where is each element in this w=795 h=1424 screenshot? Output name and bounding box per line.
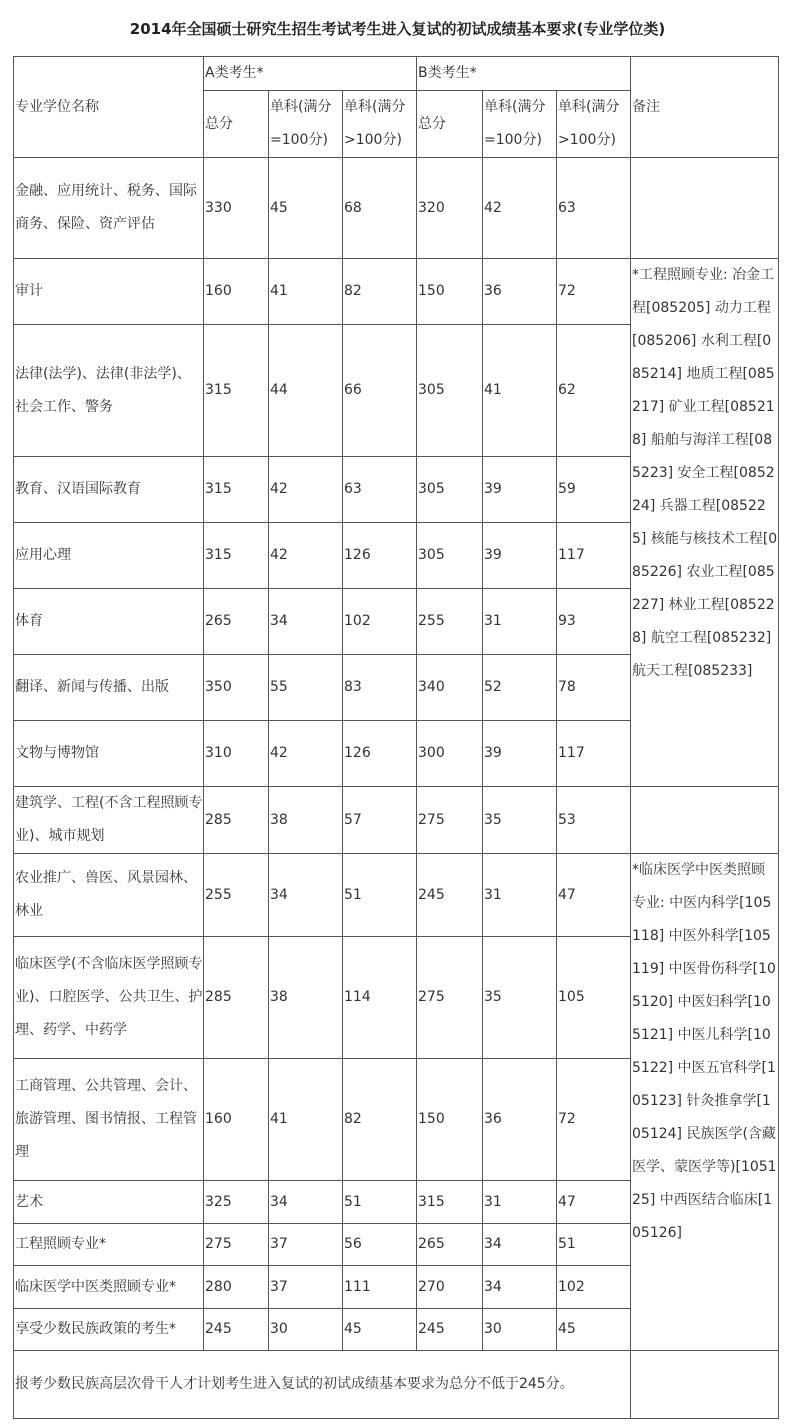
b-single-over100: 62 bbox=[557, 325, 631, 457]
b-total: 300 bbox=[417, 721, 483, 787]
a-single100: 42 bbox=[269, 721, 343, 787]
major-name: 建筑学、工程(不含工程照顾专业)、城市规划 bbox=[14, 787, 204, 854]
b-single100: 34 bbox=[483, 1224, 557, 1266]
b-single100: 42 bbox=[483, 158, 557, 259]
b-single-over100: 45 bbox=[557, 1309, 631, 1351]
a-total: 265 bbox=[204, 589, 269, 655]
b-single100: 41 bbox=[483, 325, 557, 457]
a-total: 325 bbox=[204, 1181, 269, 1224]
major-name: 享受少数民族政策的考生* bbox=[14, 1309, 204, 1351]
a-single-over100: 82 bbox=[343, 1059, 417, 1181]
a-total: 315 bbox=[204, 325, 269, 457]
a-single100: 37 bbox=[269, 1266, 343, 1309]
header-a-total: 总分 bbox=[204, 91, 269, 158]
major-name: 教育、汉语国际教育 bbox=[14, 457, 204, 523]
footer-row bbox=[14, 1351, 779, 1419]
a-total: 280 bbox=[204, 1266, 269, 1309]
a-total: 330 bbox=[204, 158, 269, 259]
b-single100: 30 bbox=[483, 1309, 557, 1351]
major-name: 审计 bbox=[14, 259, 204, 325]
b-single-over100: 53 bbox=[557, 787, 631, 854]
b-total: 245 bbox=[417, 854, 483, 937]
b-single100: 31 bbox=[483, 589, 557, 655]
a-single-over100: 126 bbox=[343, 523, 417, 589]
note-engineering: *工程照顾专业: 冶金工程[085205] 动力工程[085206] 水利工程[085214] 地质工程[085217] 矿业工程[085218] 船舶与海洋工程[085223] 安全工程[085224] 兵器工程[085225] 核能与核技术工程[085226] 农业工程[085227] 林业工程[085228] 航空工程[085232] 航天工程[085233] bbox=[631, 259, 779, 787]
major-name: 工程照顾专业* bbox=[14, 1224, 204, 1266]
major-name: 临床医学中医类照顾专业* bbox=[14, 1266, 204, 1309]
b-single100: 39 bbox=[483, 523, 557, 589]
a-single-over100: 111 bbox=[343, 1266, 417, 1309]
header-group-b: B类考生* bbox=[417, 57, 631, 91]
a-single100: 38 bbox=[269, 787, 343, 854]
a-single-over100: 56 bbox=[343, 1224, 417, 1266]
b-single-over100: 105 bbox=[557, 937, 631, 1059]
footer-note: 报考少数民族高层次骨干人才计划考生进入复试的初试成绩基本要求为总分不低于245分。 bbox=[14, 1351, 631, 1419]
b-single-over100: 47 bbox=[557, 1181, 631, 1224]
major-name: 工商管理、公共管理、会计、旅游管理、图书情报、工程管理 bbox=[14, 1059, 204, 1181]
score-table bbox=[13, 56, 779, 1419]
major-name: 艺术 bbox=[14, 1181, 204, 1224]
page-title: 2014年全国硕士研究生招生考试考生进入复试的初试成绩基本要求(专业学位类) bbox=[129, 20, 666, 38]
b-single100: 36 bbox=[483, 1059, 557, 1181]
major-name: 翻译、新闻与传播、出版 bbox=[14, 655, 204, 721]
b-single100: 39 bbox=[483, 457, 557, 523]
a-total: 350 bbox=[204, 655, 269, 721]
a-single100: 42 bbox=[269, 523, 343, 589]
b-single-over100: 72 bbox=[557, 259, 631, 325]
a-total: 285 bbox=[204, 937, 269, 1059]
a-single100: 30 bbox=[269, 1309, 343, 1351]
a-single-over100: 66 bbox=[343, 325, 417, 457]
a-single-over100: 45 bbox=[343, 1309, 417, 1351]
b-single-over100: 72 bbox=[557, 1059, 631, 1181]
b-single-over100: 93 bbox=[557, 589, 631, 655]
b-single-over100: 63 bbox=[557, 158, 631, 259]
header-b-single-over100: 单科(满分>100分) bbox=[557, 91, 631, 158]
major-name: 金融、应用统计、税务、国际商务、保险、资产评估 bbox=[14, 158, 204, 259]
b-total: 265 bbox=[417, 1224, 483, 1266]
b-total: 315 bbox=[417, 1181, 483, 1224]
a-single-over100: 82 bbox=[343, 259, 417, 325]
b-total: 275 bbox=[417, 937, 483, 1059]
b-total: 305 bbox=[417, 325, 483, 457]
a-single100: 41 bbox=[269, 1059, 343, 1181]
b-single-over100: 47 bbox=[557, 854, 631, 937]
b-total: 270 bbox=[417, 1266, 483, 1309]
a-single-over100: 126 bbox=[343, 721, 417, 787]
a-single100: 38 bbox=[269, 937, 343, 1059]
header-b-single100: 单科(满分=100分) bbox=[483, 91, 557, 158]
a-total: 315 bbox=[204, 457, 269, 523]
b-total: 245 bbox=[417, 1309, 483, 1351]
b-total: 320 bbox=[417, 158, 483, 259]
a-single-over100: 114 bbox=[343, 937, 417, 1059]
b-total: 150 bbox=[417, 259, 483, 325]
major-name: 农业推广、兽医、风景园林、林业 bbox=[14, 854, 204, 937]
major-name: 法律(法学)、法律(非法学)、社会工作、警务 bbox=[14, 325, 204, 457]
a-single100: 37 bbox=[269, 1224, 343, 1266]
a-single100: 42 bbox=[269, 457, 343, 523]
b-single100: 34 bbox=[483, 1266, 557, 1309]
a-single-over100: 63 bbox=[343, 457, 417, 523]
note-tcm: *临床医学中医类照顾专业: 中医内科学[105118] 中医外科学[105119] 中医骨伤科学[105120] 中医妇科学[105121] 中医儿科学[105122] 中医五官科学[105123] 针灸推拿学[105124] 民族医学(含藏医学、蒙医学等)[105125] 中西医结合临床[105126] bbox=[631, 854, 779, 1351]
a-single100: 44 bbox=[269, 325, 343, 457]
b-single-over100: 117 bbox=[557, 721, 631, 787]
major-name: 体育 bbox=[14, 589, 204, 655]
header-note: 备注 bbox=[631, 57, 779, 158]
a-single100: 45 bbox=[269, 158, 343, 259]
major-name: 应用心理 bbox=[14, 523, 204, 589]
b-total: 305 bbox=[417, 457, 483, 523]
b-single100: 31 bbox=[483, 854, 557, 937]
header-group-a: A类考生* bbox=[204, 57, 417, 91]
a-single100: 55 bbox=[269, 655, 343, 721]
b-single-over100: 102 bbox=[557, 1266, 631, 1309]
header-a-single-over100: 单科(满分>100分) bbox=[343, 91, 417, 158]
header-b-total: 总分 bbox=[417, 91, 483, 158]
note-empty bbox=[631, 1351, 779, 1419]
b-single100: 36 bbox=[483, 259, 557, 325]
a-single100: 34 bbox=[269, 589, 343, 655]
table-row bbox=[14, 787, 779, 854]
a-total: 275 bbox=[204, 1224, 269, 1266]
header-a-single100: 单科(满分=100分) bbox=[269, 91, 343, 158]
a-total: 285 bbox=[204, 787, 269, 854]
a-single100: 41 bbox=[269, 259, 343, 325]
header-row bbox=[14, 57, 779, 91]
a-total: 160 bbox=[204, 1059, 269, 1181]
b-total: 340 bbox=[417, 655, 483, 721]
b-single100: 39 bbox=[483, 721, 557, 787]
table-row bbox=[14, 854, 779, 937]
b-single-over100: 117 bbox=[557, 523, 631, 589]
header-major: 专业学位名称 bbox=[14, 57, 204, 158]
major-name: 文物与博物馆 bbox=[14, 721, 204, 787]
a-total: 315 bbox=[204, 523, 269, 589]
b-single-over100: 59 bbox=[557, 457, 631, 523]
b-total: 275 bbox=[417, 787, 483, 854]
b-single100: 31 bbox=[483, 1181, 557, 1224]
table-row bbox=[14, 158, 779, 259]
a-total: 255 bbox=[204, 854, 269, 937]
b-single-over100: 78 bbox=[557, 655, 631, 721]
b-single100: 52 bbox=[483, 655, 557, 721]
a-total: 245 bbox=[204, 1309, 269, 1351]
b-single-over100: 51 bbox=[557, 1224, 631, 1266]
b-total: 305 bbox=[417, 523, 483, 589]
b-single100: 35 bbox=[483, 787, 557, 854]
a-single100: 34 bbox=[269, 854, 343, 937]
a-single-over100: 68 bbox=[343, 158, 417, 259]
b-total: 255 bbox=[417, 589, 483, 655]
a-single-over100: 51 bbox=[343, 1181, 417, 1224]
a-single-over100: 102 bbox=[343, 589, 417, 655]
b-single100: 35 bbox=[483, 937, 557, 1059]
table-row bbox=[14, 259, 779, 325]
note-empty bbox=[631, 158, 779, 259]
b-total: 150 bbox=[417, 1059, 483, 1181]
a-total: 310 bbox=[204, 721, 269, 787]
major-name: 临床医学(不含临床医学照顾专业)、口腔医学、公共卫生、护理、药学、中药学 bbox=[14, 937, 204, 1059]
a-single-over100: 57 bbox=[343, 787, 417, 854]
a-single-over100: 51 bbox=[343, 854, 417, 937]
note-empty bbox=[631, 787, 779, 854]
a-total: 160 bbox=[204, 259, 269, 325]
a-single100: 34 bbox=[269, 1181, 343, 1224]
a-single-over100: 83 bbox=[343, 655, 417, 721]
